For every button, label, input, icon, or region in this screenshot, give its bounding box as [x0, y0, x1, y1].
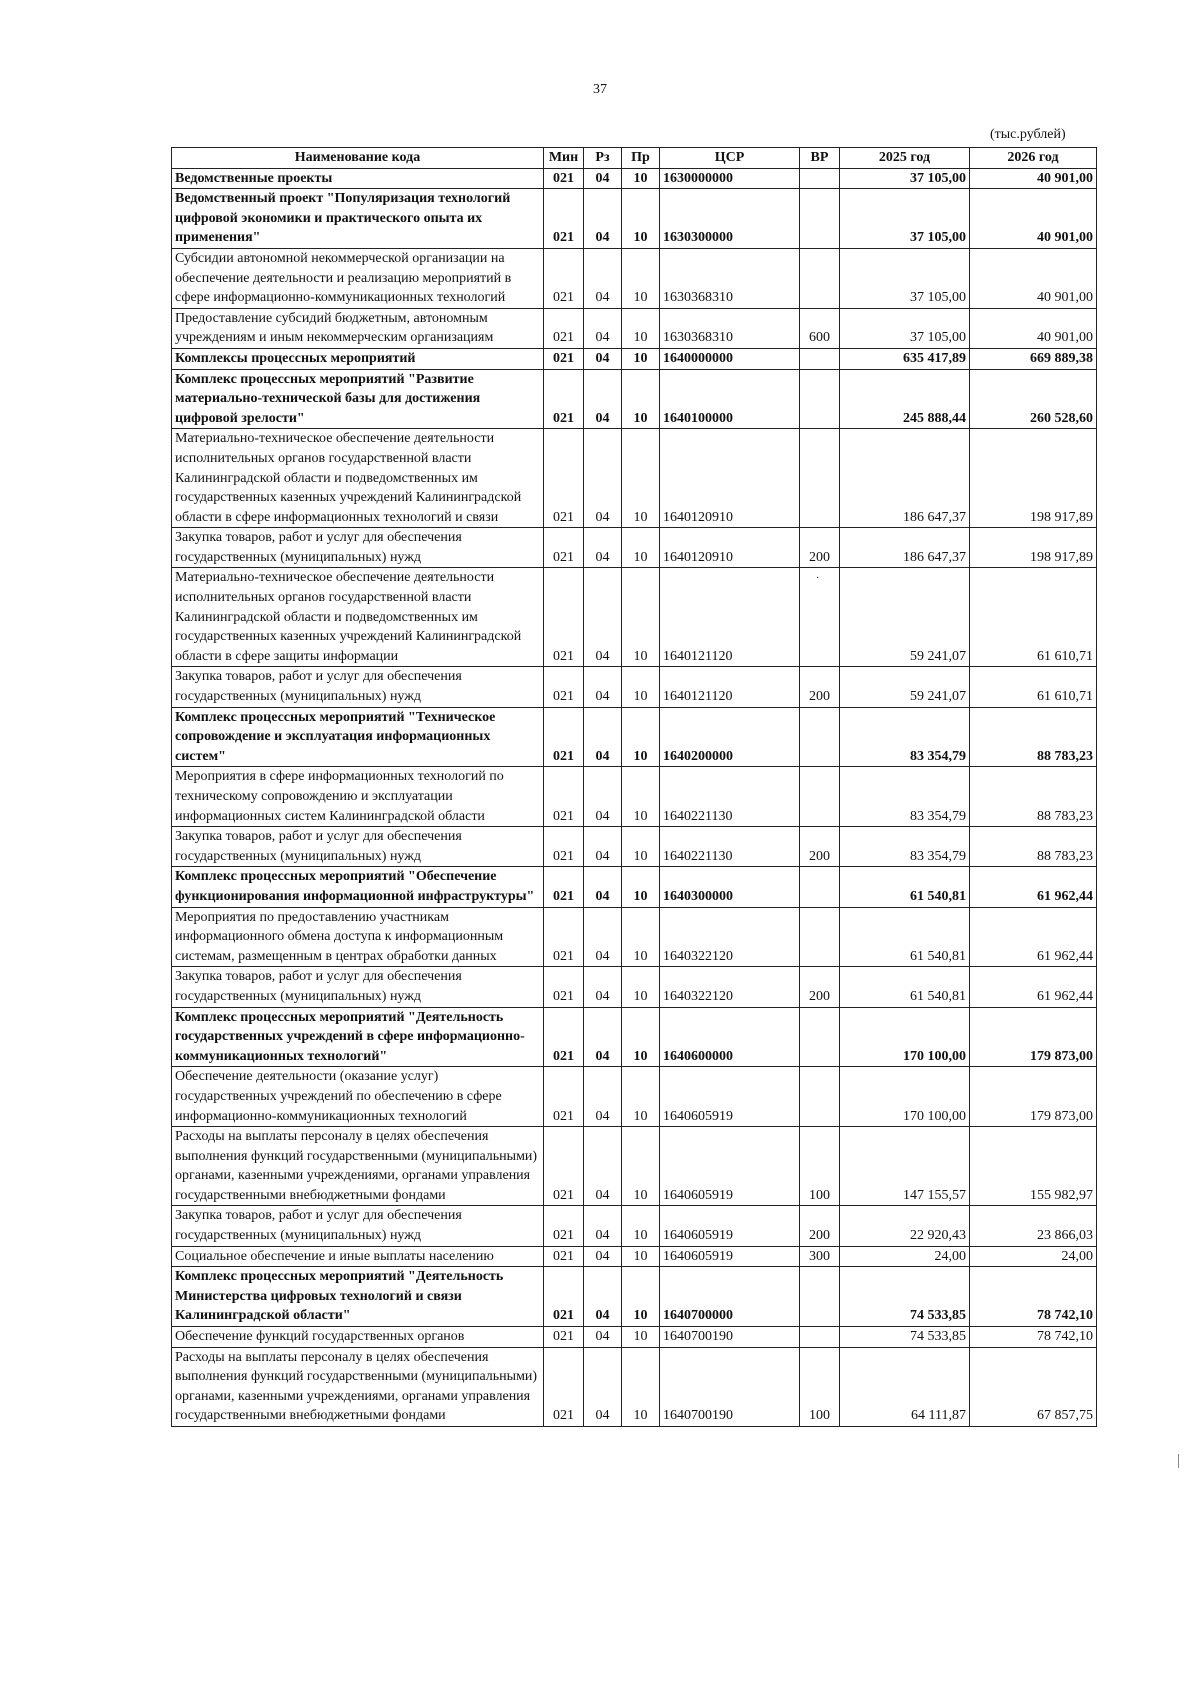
cell-csr: 1630300000	[660, 189, 800, 249]
col-header-2025: 2025 год	[840, 148, 970, 169]
cell-vr	[800, 1267, 840, 1327]
cell-2026: 88 783,23	[970, 827, 1097, 867]
cell-name: Социальное обеспечение и иные выплаты населению	[172, 1246, 544, 1267]
cell-name: Мероприятия в сфере информационных технологий по техническому сопровождению и эксплуатации информационных систем Калининградской области	[172, 767, 544, 827]
cell-2026: 88 783,23	[970, 767, 1097, 827]
cell-2025: 74 533,85	[840, 1267, 970, 1327]
cell-2026: 23 866,03	[970, 1206, 1097, 1246]
cell-2026: 179 873,00	[970, 1007, 1097, 1067]
cell-pr: 10	[622, 1347, 660, 1426]
cell-pr: 10	[622, 248, 660, 308]
cell-2025: 245 888,44	[840, 369, 970, 429]
cell-rz: 04	[584, 667, 622, 707]
cell-min: 021	[544, 1007, 584, 1067]
cell-vr	[800, 189, 840, 249]
table-row	[172, 827, 1097, 867]
cell-min: 021	[544, 1067, 584, 1127]
cell-pr: 10	[622, 707, 660, 767]
cell-pr: 10	[622, 867, 660, 907]
cell-2026: 24,00	[970, 1246, 1097, 1267]
cell-csr: 1640322120	[660, 967, 800, 1007]
cell-csr: 1640700190	[660, 1347, 800, 1426]
cell-pr: 10	[622, 967, 660, 1007]
cell-rz: 04	[584, 1267, 622, 1327]
cell-vr	[800, 1067, 840, 1127]
cell-min: 021	[544, 1127, 584, 1206]
table-row	[172, 1327, 1097, 1348]
cell-2025: 22 920,43	[840, 1206, 970, 1246]
cell-csr: 1640300000	[660, 867, 800, 907]
cell-csr: 1630368310	[660, 308, 800, 348]
cell-2025: 59 241,07	[840, 667, 970, 707]
cell-vr: 200	[800, 1206, 840, 1246]
cell-rz: 04	[584, 907, 622, 967]
cell-2026: 40 901,00	[970, 189, 1097, 249]
cell-2026: 669 889,38	[970, 348, 1097, 369]
cell-min: 021	[544, 308, 584, 348]
cell-name: Закупка товаров, работ и услуг для обеспечения государственных (муниципальных) нужд	[172, 528, 544, 568]
col-header-rz: Рз	[584, 148, 622, 169]
cell-name: Ведомственные проекты	[172, 168, 544, 189]
cell-rz: 04	[584, 1206, 622, 1246]
cell-pr: 10	[622, 907, 660, 967]
cell-2025: 170 100,00	[840, 1067, 970, 1127]
cell-min: 021	[544, 348, 584, 369]
cell-2025: 186 647,37	[840, 528, 970, 568]
cell-csr: 1640605919	[660, 1246, 800, 1267]
cell-pr: 10	[622, 189, 660, 249]
cell-name: Мероприятия по предоставлению участникам информационного обмена доступа к информационным системам, размещенным в центрах обработки данных	[172, 907, 544, 967]
cell-min: 021	[544, 827, 584, 867]
table-row	[172, 867, 1097, 907]
col-header-pr: Пр	[622, 148, 660, 169]
cell-vr	[800, 248, 840, 308]
cell-min: 021	[544, 967, 584, 1007]
cell-pr: 10	[622, 827, 660, 867]
cell-2026: 78 742,10	[970, 1327, 1097, 1348]
cell-vr: 200	[800, 667, 840, 707]
cell-pr: 10	[622, 1206, 660, 1246]
cell-rz: 04	[584, 308, 622, 348]
cell-pr: 10	[622, 168, 660, 189]
cell-min: 021	[544, 189, 584, 249]
cell-2026: 61 962,44	[970, 867, 1097, 907]
col-header-2026: 2026 год	[970, 148, 1097, 169]
cell-2025: 61 540,81	[840, 907, 970, 967]
cell-vr	[800, 1007, 840, 1067]
table-row	[172, 907, 1097, 967]
cell-pr: 10	[622, 369, 660, 429]
cell-rz: 04	[584, 168, 622, 189]
cell-2025: 59 241,07	[840, 568, 970, 667]
cell-2025: 83 354,79	[840, 767, 970, 827]
cell-pr: 10	[622, 568, 660, 667]
table-row	[172, 348, 1097, 369]
cell-2026: 67 857,75	[970, 1347, 1097, 1426]
cell-2025: 37 105,00	[840, 189, 970, 249]
cell-vr: 200	[800, 827, 840, 867]
cell-csr: 1640605919	[660, 1067, 800, 1127]
cell-vr	[800, 348, 840, 369]
col-header-csr: ЦСР	[660, 148, 800, 169]
cell-pr: 10	[622, 767, 660, 827]
cell-min: 021	[544, 1347, 584, 1426]
table-header-row	[172, 148, 1097, 169]
table-row	[172, 568, 1097, 667]
cell-pr: 10	[622, 1067, 660, 1127]
cell-rz: 04	[584, 827, 622, 867]
cell-csr: 1640221130	[660, 767, 800, 827]
cell-csr: 1640000000	[660, 348, 800, 369]
cell-2026: 61 610,71	[970, 568, 1097, 667]
cell-csr: 1640121120	[660, 568, 800, 667]
cell-min: 021	[544, 568, 584, 667]
cell-2026: 78 742,10	[970, 1267, 1097, 1327]
table-row	[172, 429, 1097, 528]
cell-min: 021	[544, 907, 584, 967]
cell-rz: 04	[584, 1007, 622, 1067]
cell-name: Комплекс процессных мероприятий "Обеспечение функционирования информационной инфраструктуры"	[172, 867, 544, 907]
cell-pr: 10	[622, 348, 660, 369]
table-row	[172, 1267, 1097, 1327]
cell-2025: 24,00	[840, 1246, 970, 1267]
cell-name: Закупка товаров, работ и услуг для обеспечения государственных (муниципальных) нужд	[172, 967, 544, 1007]
table-row	[172, 1007, 1097, 1067]
cell-2025: 37 105,00	[840, 248, 970, 308]
cell-vr	[800, 867, 840, 907]
cell-rz: 04	[584, 1127, 622, 1206]
cell-2026: 198 917,89	[970, 528, 1097, 568]
table-row	[172, 528, 1097, 568]
cell-rz: 04	[584, 1067, 622, 1127]
cell-2026: 40 901,00	[970, 248, 1097, 308]
cell-2026: 260 528,60	[970, 369, 1097, 429]
cell-name: Материально-техническое обеспечение деятельности исполнительных органов государственной власти Калининградской области и подведомственных им государственных казенных учреждений Калининградской области в сфере защиты информации	[172, 568, 544, 667]
cell-csr: 1640700000	[660, 1267, 800, 1327]
cell-rz: 04	[584, 707, 622, 767]
table-row	[172, 1067, 1097, 1127]
cell-min: 021	[544, 528, 584, 568]
table-row	[172, 1127, 1097, 1206]
table-row	[172, 189, 1097, 249]
table-row	[172, 308, 1097, 348]
margin-tick	[1178, 1454, 1179, 1468]
cell-name: Закупка товаров, работ и услуг для обеспечения государственных (муниципальных) нужд	[172, 1206, 544, 1246]
cell-pr: 10	[622, 1327, 660, 1348]
cell-csr: 1640200000	[660, 707, 800, 767]
cell-2026: 155 982,97	[970, 1127, 1097, 1206]
cell-2026: 61 962,44	[970, 907, 1097, 967]
units-label: (тыс.рублей)	[990, 127, 1066, 142]
cell-rz: 04	[584, 767, 622, 827]
cell-vr	[800, 707, 840, 767]
table-row	[172, 1246, 1097, 1267]
table-row	[172, 168, 1097, 189]
cell-rz: 04	[584, 568, 622, 667]
cell-pr: 10	[622, 667, 660, 707]
cell-2026: 179 873,00	[970, 1067, 1097, 1127]
cell-rz: 04	[584, 189, 622, 249]
cell-rz: 04	[584, 429, 622, 528]
cell-rz: 04	[584, 1246, 622, 1267]
cell-vr: 100	[800, 1127, 840, 1206]
cell-vr: 300	[800, 1246, 840, 1267]
cell-min: 021	[544, 1267, 584, 1327]
cell-min: 021	[544, 1246, 584, 1267]
cell-2026: 61 610,71	[970, 667, 1097, 707]
cell-csr: 1640605919	[660, 1206, 800, 1246]
cell-rz: 04	[584, 248, 622, 308]
cell-2025: 61 540,81	[840, 967, 970, 1007]
cell-2025: 635 417,89	[840, 348, 970, 369]
col-header-vr: ВР	[800, 148, 840, 169]
cell-name: Материально-техническое обеспечение деятельности исполнительных органов государственной власти Калининградской области и подведомственных им государственных казенных учреждений Калининградской области в сфере информационных технологий и связи	[172, 429, 544, 528]
cell-name: Комплекс процессных мероприятий "Деятельность Министерства цифровых технологий и связи Калининградской области"	[172, 1267, 544, 1327]
cell-csr: 1640322120	[660, 907, 800, 967]
cell-csr: 1640600000	[660, 1007, 800, 1067]
table-row	[172, 707, 1097, 767]
cell-rz: 04	[584, 369, 622, 429]
cell-2025: 83 354,79	[840, 707, 970, 767]
cell-name: Комплекс процессных мероприятий "Деятельность государственных учреждений в сфере информационно-коммуникационных технологий"	[172, 1007, 544, 1067]
cell-2025: 170 100,00	[840, 1007, 970, 1067]
vr-mark: ·	[816, 573, 820, 584]
cell-min: 021	[544, 707, 584, 767]
cell-rz: 04	[584, 1347, 622, 1426]
cell-vr	[800, 168, 840, 189]
cell-min: 021	[544, 429, 584, 528]
cell-name: Ведомственный проект "Популяризация технологий цифровой экономики и практического опыта их применения"	[172, 189, 544, 249]
table-row	[172, 767, 1097, 827]
cell-csr: 1640121120	[660, 667, 800, 707]
cell-vr: 200	[800, 967, 840, 1007]
cell-pr: 10	[622, 1007, 660, 1067]
cell-2025: 37 105,00	[840, 168, 970, 189]
cell-pr: 10	[622, 1267, 660, 1327]
cell-csr: 1630000000	[660, 168, 800, 189]
cell-csr: 1640221130	[660, 827, 800, 867]
cell-vr: 100	[800, 1347, 840, 1426]
cell-name: Комплекс процессных мероприятий "Техническое сопровождение и эксплуатация информационных систем"	[172, 707, 544, 767]
cell-vr	[800, 369, 840, 429]
cell-2025: 83 354,79	[840, 827, 970, 867]
cell-min: 021	[544, 1327, 584, 1348]
cell-vr	[800, 767, 840, 827]
cell-name: Комплекс процессных мероприятий "Развитие материально-технической базы для достижения цифровой зрелости"	[172, 369, 544, 429]
cell-2025: 147 155,57	[840, 1127, 970, 1206]
cell-name: Расходы на выплаты персоналу в целях обеспечения выполнения функций государственными (муниципальными) органами, казенными учреждениями, органами управления государственными внебюджетными фондами	[172, 1347, 544, 1426]
cell-min: 021	[544, 248, 584, 308]
cell-min: 021	[544, 1206, 584, 1246]
table-body	[172, 168, 1097, 1426]
cell-2025: 64 111,87	[840, 1347, 970, 1426]
cell-csr: 1640120910	[660, 429, 800, 528]
cell-min: 021	[544, 667, 584, 707]
table-row	[172, 1206, 1097, 1246]
cell-2026: 40 901,00	[970, 168, 1097, 189]
cell-rz: 04	[584, 348, 622, 369]
cell-vr	[800, 1327, 840, 1348]
cell-name: Предоставление субсидий бюджетным, автономным учреждениям и иным некоммерческим организациям	[172, 308, 544, 348]
col-header-min: Мин	[544, 148, 584, 169]
cell-name: Обеспечение деятельности (оказание услуг) государственных учреждений по обеспечению в сфере информационно-коммуникационных технологий	[172, 1067, 544, 1127]
cell-2025: 37 105,00	[840, 308, 970, 348]
cell-pr: 10	[622, 1127, 660, 1206]
cell-csr: 1640120910	[660, 528, 800, 568]
budget-table	[171, 147, 1097, 1427]
cell-vr	[800, 429, 840, 528]
cell-rz: 04	[584, 528, 622, 568]
cell-rz: 04	[584, 1327, 622, 1348]
cell-pr: 10	[622, 528, 660, 568]
cell-2025: 61 540,81	[840, 867, 970, 907]
table-row	[172, 967, 1097, 1007]
cell-name: Комплексы процессных мероприятий	[172, 348, 544, 369]
cell-name: Обеспечение функций государственных органов	[172, 1327, 544, 1348]
cell-2025: 74 533,85	[840, 1327, 970, 1348]
cell-min: 021	[544, 369, 584, 429]
cell-csr: 1640700190	[660, 1327, 800, 1348]
col-header-name: Наименование кода	[172, 148, 544, 169]
cell-csr: 1640100000	[660, 369, 800, 429]
table-row	[172, 667, 1097, 707]
cell-name: Расходы на выплаты персоналу в целях обеспечения выполнения функций государственными (муниципальными) органами, казенными учреждениями, органами управления государственными внебюджетными фондами	[172, 1127, 544, 1206]
cell-pr: 10	[622, 429, 660, 528]
cell-name: Закупка товаров, работ и услуг для обеспечения государственных (муниципальных) нужд	[172, 827, 544, 867]
page-number: 37	[593, 82, 607, 97]
cell-pr: 10	[622, 1246, 660, 1267]
cell-2026: 61 962,44	[970, 967, 1097, 1007]
cell-pr: 10	[622, 308, 660, 348]
table-row	[172, 1347, 1097, 1426]
cell-csr: 1640605919	[660, 1127, 800, 1206]
cell-2026: 40 901,00	[970, 308, 1097, 348]
cell-2025: 186 647,37	[840, 429, 970, 528]
cell-2026: 88 783,23	[970, 707, 1097, 767]
cell-rz: 04	[584, 967, 622, 1007]
cell-min: 021	[544, 168, 584, 189]
cell-vr: 600	[800, 308, 840, 348]
cell-vr	[800, 568, 840, 667]
cell-name: Закупка товаров, работ и услуг для обеспечения государственных (муниципальных) нужд	[172, 667, 544, 707]
cell-min: 021	[544, 767, 584, 827]
table-row	[172, 248, 1097, 308]
cell-2026: 198 917,89	[970, 429, 1097, 528]
cell-vr: 200	[800, 528, 840, 568]
cell-vr	[800, 907, 840, 967]
cell-name: Субсидии автономной некоммерческой организации на обеспечение деятельности и реализацию мероприятий в сфере информационно-коммуникационных технологий	[172, 248, 544, 308]
cell-csr: 1630368310	[660, 248, 800, 308]
cell-rz: 04	[584, 867, 622, 907]
cell-min: 021	[544, 867, 584, 907]
table-row	[172, 369, 1097, 429]
